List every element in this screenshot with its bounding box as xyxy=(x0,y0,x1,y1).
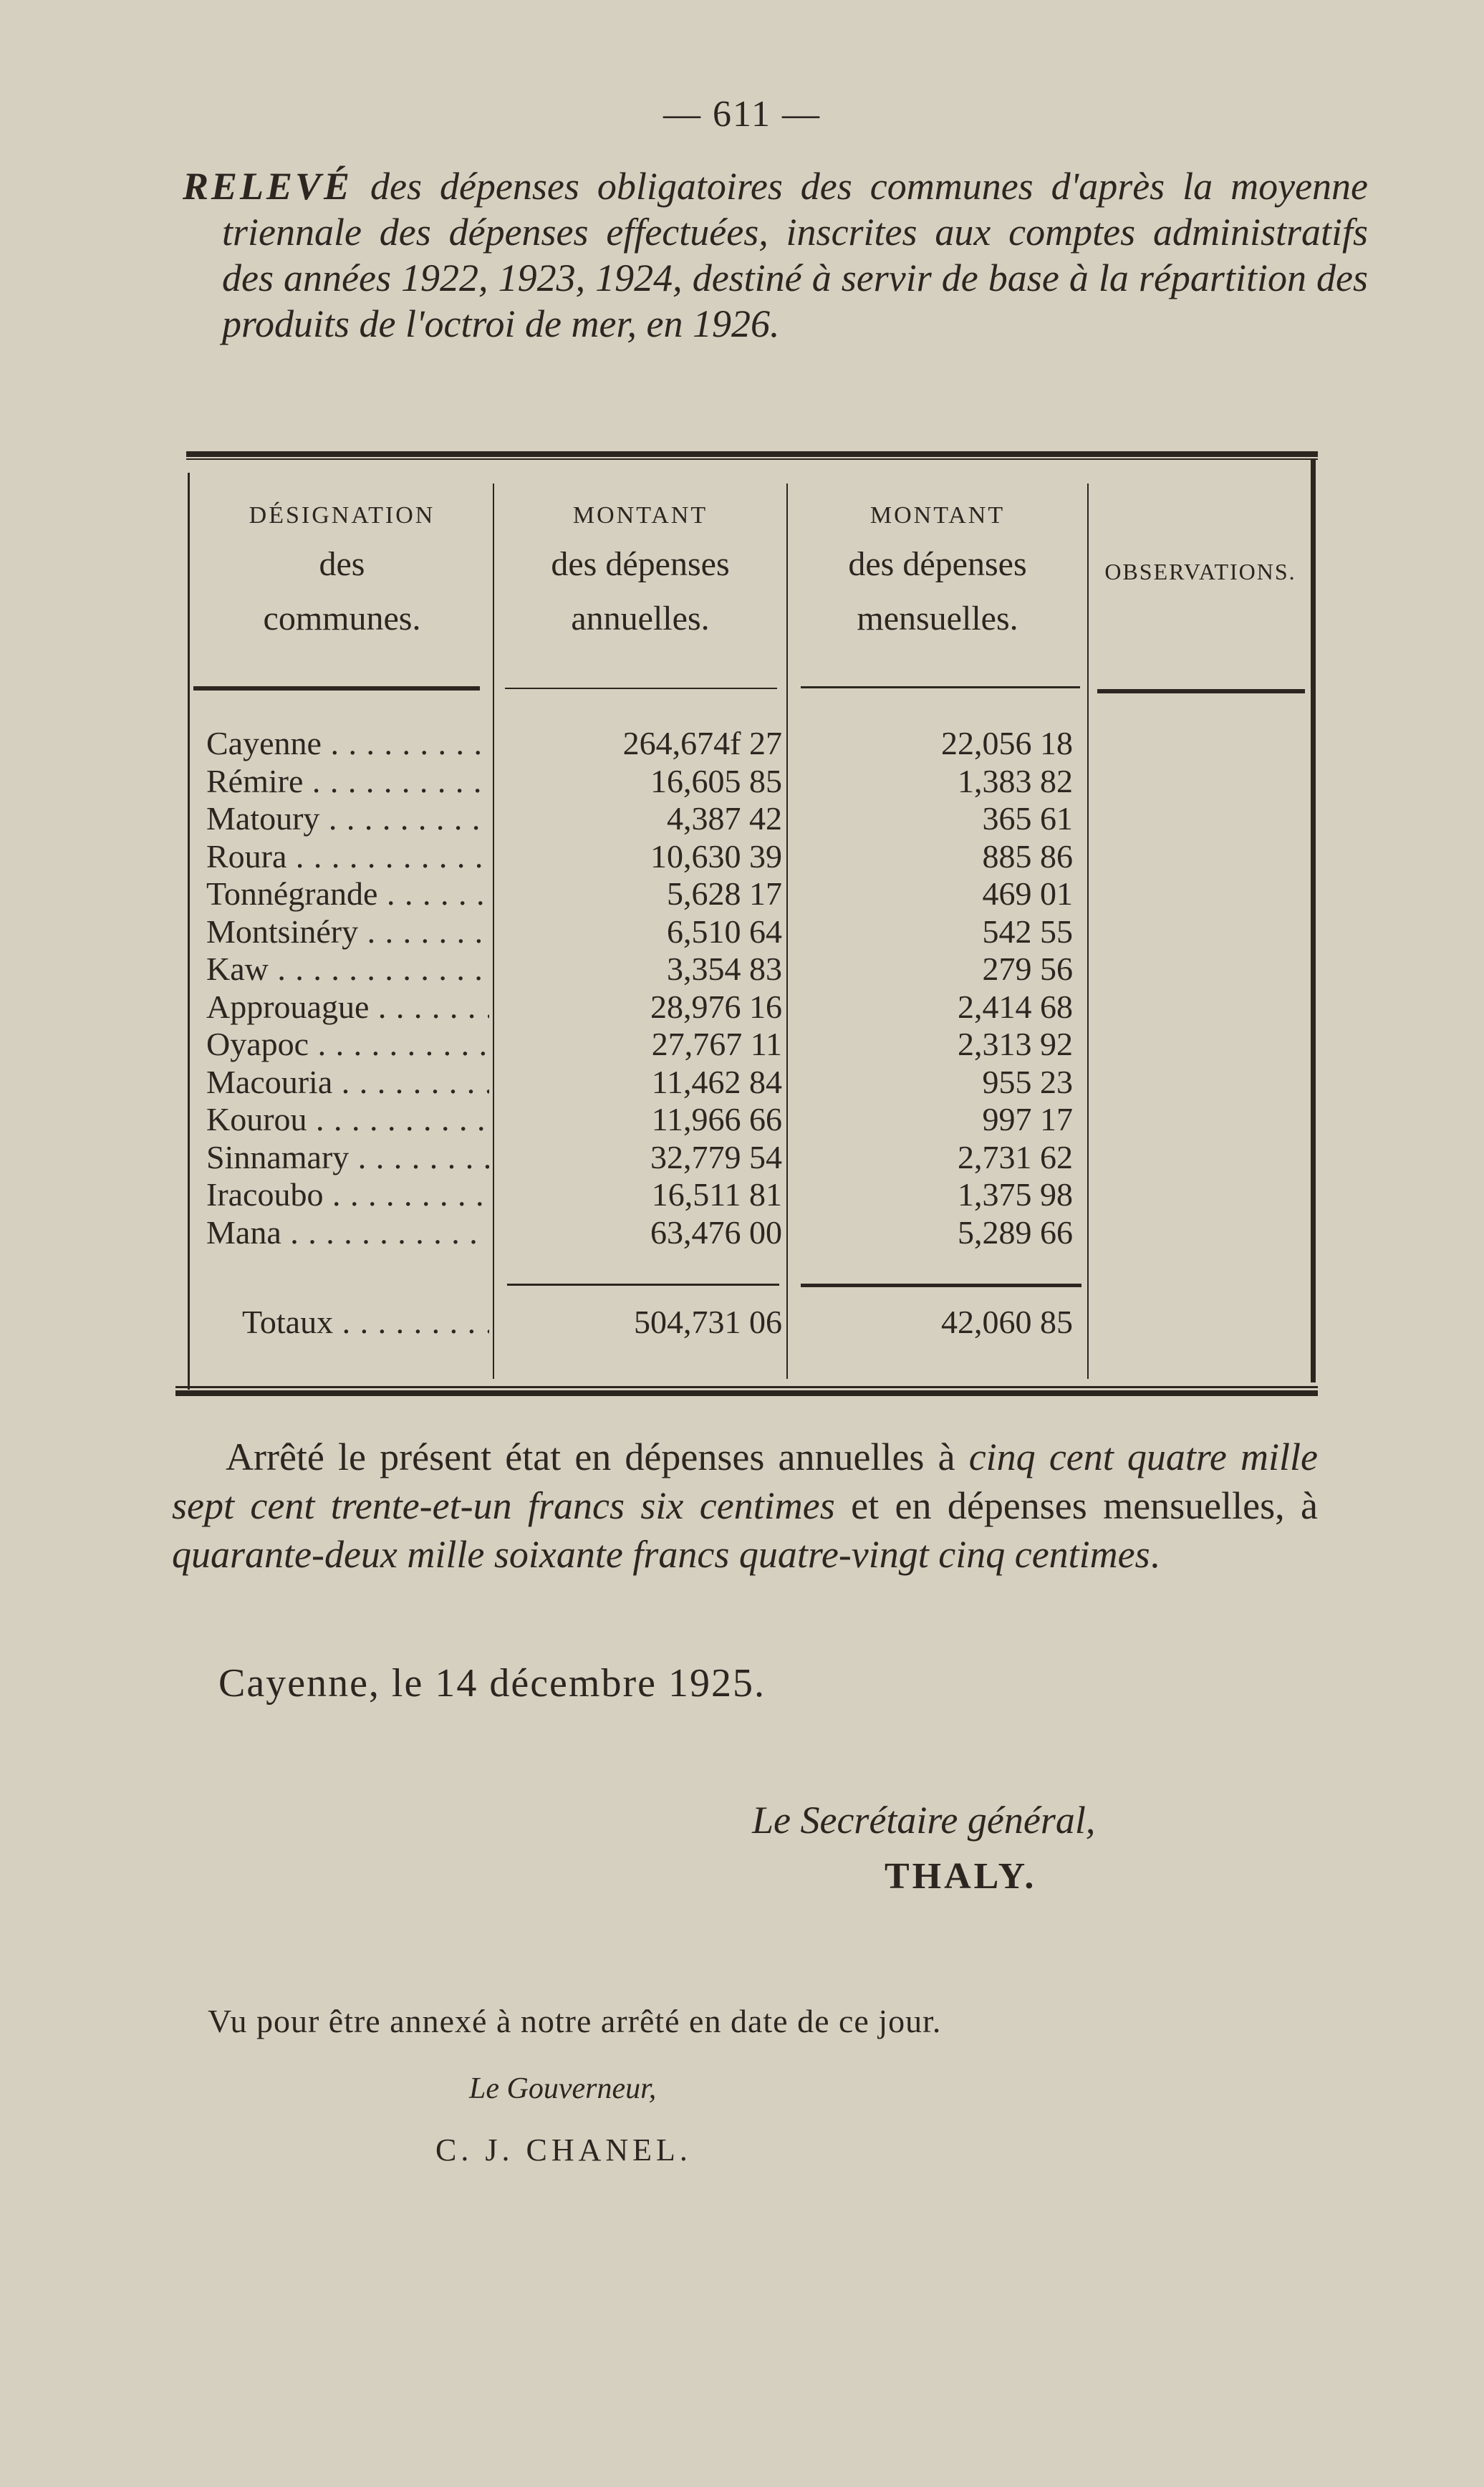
table-row xyxy=(206,875,1309,913)
monthly-amount: 469 01 xyxy=(982,875,1073,912)
commune-name: Kourou . . . xyxy=(206,1101,489,1139)
commune-name: Iracoubo . . . xyxy=(206,1176,489,1214)
header-annual: MONTANT des dépenses annuelles. xyxy=(551,502,730,638)
table-row xyxy=(206,838,1309,876)
header-rule xyxy=(193,686,480,691)
table-row xyxy=(206,1214,1309,1252)
sum-rule xyxy=(507,1284,779,1286)
page-number: — 611 — xyxy=(662,94,822,135)
heading-text: des dépenses obligatoires des communes d'après la moyenne triennale des dépenses effectuées, inscrites aux comptes administratifs des années 1922, 1923, 1924, destiné à servir de base à la répartition des produits de l'octroi de mer, en 1926. xyxy=(222,165,1368,345)
signatory-title: Le Secrétaire général, xyxy=(752,1799,1096,1842)
totals-row xyxy=(206,1304,1309,1342)
table-heading xyxy=(183,163,1368,347)
totals-label: Totaux . . . xyxy=(242,1304,489,1342)
commune-name: Montsinéry . . . xyxy=(206,913,489,951)
commune-name: Roura . . . xyxy=(206,838,489,876)
annual-amount: 16,511 81 xyxy=(651,1176,782,1213)
governor-name: C. J. CHANEL. xyxy=(435,2132,692,2168)
monthly-amount: 2,414 68 xyxy=(958,988,1073,1025)
commune-name: Cayenne . . . xyxy=(206,725,489,763)
commune-name: Mana . . . xyxy=(206,1214,489,1252)
header-monthly: MONTANT des dépenses mensuelles. xyxy=(848,502,1027,638)
annual-amount: 5,628 17 xyxy=(667,875,782,912)
monthly-total-in-words: quarante-deux mille soixante francs quatre-vingt cinq centimes xyxy=(172,1533,1150,1576)
heading-lead: RELEVÉ xyxy=(183,165,353,208)
table-row xyxy=(206,725,1309,763)
monthly-amount: 365 61 xyxy=(982,800,1073,837)
commune-name: Tonnégrande . . . xyxy=(206,875,489,913)
annual-amount: 63,476 00 xyxy=(650,1213,782,1251)
table-row xyxy=(206,951,1309,988)
monthly-amount: 5,289 66 xyxy=(958,1213,1073,1251)
total-monthly: 42,060 85 xyxy=(941,1304,1073,1340)
annual-amount: 11,966 66 xyxy=(651,1101,782,1137)
annual-amount: 27,767 11 xyxy=(651,1026,782,1062)
monthly-amount: 542 55 xyxy=(982,913,1073,950)
annual-amount: 11,462 84 xyxy=(651,1063,782,1100)
monthly-amount: 22,056 18 xyxy=(941,725,1073,761)
commune-name: Rémire . . . xyxy=(206,763,489,801)
table-right-border xyxy=(1311,458,1316,1382)
closing-statement: Arrêté le présent état en dépenses annuelles à cinq cent quatre mille sept cent trente-et-un francs six centimes et en dépenses mensuelles, à quarante-deux mille soixante francs quatre-vingt cinq centimes. xyxy=(172,1435,1318,1576)
table-row xyxy=(206,1064,1309,1102)
table-top-rule xyxy=(186,451,1318,460)
table-row xyxy=(206,988,1309,1026)
header-rule xyxy=(1097,689,1305,693)
commune-name: Oyapoc . . . xyxy=(206,1026,489,1064)
commune-name: Matoury . . . xyxy=(206,800,489,838)
header-rule xyxy=(505,688,777,689)
table-bottom-rule xyxy=(175,1386,1318,1396)
annual-amount: 10,630 39 xyxy=(650,837,782,875)
table-row xyxy=(206,1101,1309,1139)
table-row xyxy=(206,913,1309,951)
commune-name: Approuague . . . xyxy=(206,988,489,1026)
annual-amount: 264,674f 27 xyxy=(622,725,782,761)
table-row xyxy=(206,763,1309,801)
table-row xyxy=(206,1139,1309,1177)
commune-name: Macouria . . . xyxy=(206,1064,489,1102)
monthly-amount: 279 56 xyxy=(982,951,1073,987)
table-body xyxy=(206,725,1309,1251)
annual-amount: 4,387 42 xyxy=(667,800,782,837)
total-annual: 504,731 06 xyxy=(634,1304,782,1340)
signatory-name: THALY. xyxy=(885,1856,1037,1897)
monthly-amount: 955 23 xyxy=(982,1063,1073,1100)
table-row xyxy=(206,1176,1309,1214)
annual-amount: 6,510 64 xyxy=(667,913,782,950)
monthly-amount: 1,383 82 xyxy=(958,762,1073,799)
commune-name: Sinnamary . . . xyxy=(206,1139,489,1177)
governor-title: Le Gouverneur, xyxy=(469,2072,657,2105)
header-designation: DÉSIGNATION des communes. xyxy=(249,502,435,638)
annual-amount: 16,605 85 xyxy=(650,762,782,799)
expenses-table xyxy=(172,451,1318,1404)
commune-name: Kaw . . . xyxy=(206,951,489,988)
monthly-amount: 885 86 xyxy=(982,837,1073,875)
place-date: Cayenne, le 14 décembre 1925. xyxy=(218,1661,766,1706)
table-left-border xyxy=(188,473,190,1390)
table-row xyxy=(206,800,1309,838)
approval-note: Vu pour être annexé à notre arrêté en date de ce jour. xyxy=(208,2003,942,2039)
monthly-amount: 1,375 98 xyxy=(958,1176,1073,1213)
header-rule xyxy=(801,686,1080,688)
header-observations: OBSERVATIONS. xyxy=(1104,559,1296,585)
annual-amount: 28,976 16 xyxy=(650,988,782,1025)
table-row xyxy=(206,1026,1309,1064)
annual-amount: 32,779 54 xyxy=(650,1138,782,1175)
annual-total-in-words: cinq cent quatre mille sept cent trente-et-un francs six centimes xyxy=(172,1435,1318,1527)
sum-rule xyxy=(801,1284,1081,1287)
monthly-amount: 2,731 62 xyxy=(958,1138,1073,1175)
annual-amount: 3,354 83 xyxy=(667,951,782,987)
monthly-amount: 997 17 xyxy=(982,1101,1073,1137)
monthly-amount: 2,313 92 xyxy=(958,1026,1073,1062)
